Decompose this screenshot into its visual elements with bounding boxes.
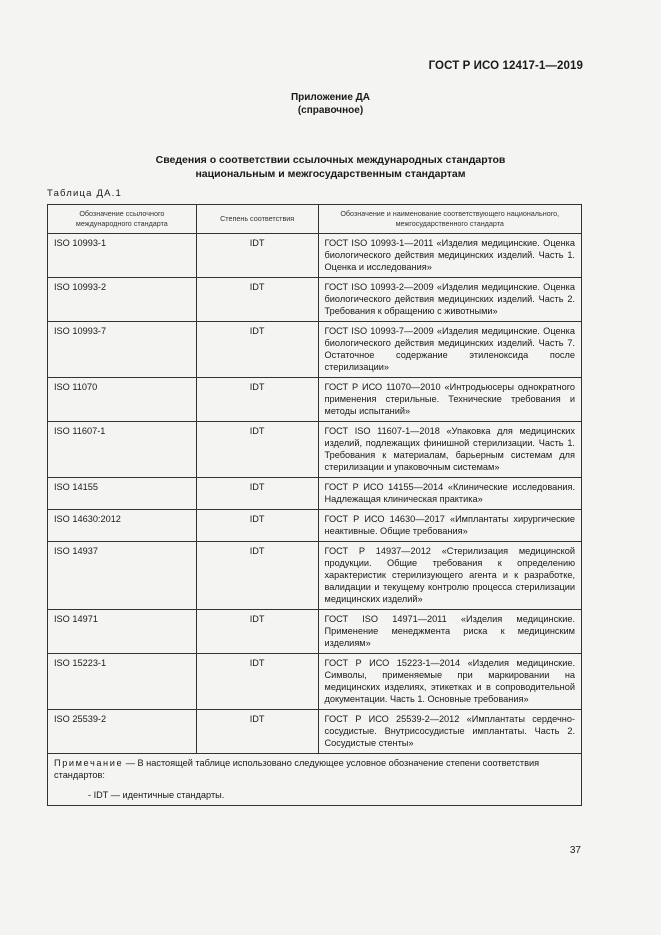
table-row — [48, 322, 582, 378]
note-text: — В настоящей таблице использовано следующее условное обозначение степени соответствия стандартов: — [54, 758, 540, 780]
note-item: - IDT — идентичные стандарты. — [88, 790, 225, 800]
table-row — [48, 422, 582, 478]
cell-degree: IDT — [196, 542, 318, 610]
cell-standard: ISO 11070 — [48, 378, 197, 422]
column-header-description: Обозначение и наименование соответствующего национального, межгосударственного стандарта — [318, 205, 581, 234]
section-title-line-1: Сведения о соответствии ссылочных международных стандартов — [155, 154, 506, 166]
cell-standard: ISO 15223-1 — [48, 654, 197, 710]
cell-description: ГОСТ ISO 10993-7—2009 «Изделия медицинские. Оценка биологического действия медицинских изделий. Часть 7. Остаточное содержание этиленоксида после стерилизации» — [318, 322, 581, 378]
column-header-degree: Степень соответствия — [196, 205, 318, 234]
note-paragraph — [54, 757, 575, 781]
cell-degree: IDT — [196, 710, 318, 754]
table-row — [48, 654, 582, 710]
table-header-row — [48, 205, 582, 234]
table-row — [48, 278, 582, 322]
cell-degree: IDT — [196, 278, 318, 322]
cell-degree: IDT — [196, 610, 318, 654]
table-row — [48, 710, 582, 754]
table-row — [48, 510, 582, 542]
document-code: ГОСТ Р ИСО 12417-1—2019 — [428, 60, 583, 72]
cell-description: ГОСТ ISO 14971—2011 «Изделия медицинские. Применение менеджмента риска к медицинским изделиям» — [318, 610, 581, 654]
cell-description: ГОСТ ISO 10993-2—2009 «Изделия медицинские. Оценка биологического действия медицинских изделий. Часть 2. Требования к обращению с животными» — [318, 278, 581, 322]
table-label: Таблица ДА.1 — [47, 188, 122, 199]
table-note-row — [48, 754, 582, 806]
section-title-line-2: национальным и межгосударственным стандартам — [195, 168, 466, 180]
table-note — [48, 754, 582, 806]
section-title — [0, 153, 661, 181]
table-body — [48, 234, 582, 806]
cell-degree: IDT — [196, 654, 318, 710]
page-number: 37 — [569, 845, 581, 856]
cell-description: ГОСТ Р 14937—2012 «Стерилизация медицинской продукции. Общие требования к определению характеристик стерилизующего агента и к разработке, валидации и текущему контролю процесса стерилизации медицинских изделий» — [318, 542, 581, 610]
cell-description: ГОСТ Р ИСО 14630—2017 «Имплантаты хирургические неактивные. Общие требования» — [318, 510, 581, 542]
cell-description: ГОСТ Р ИСО 11070—2010 «Интродьюсеры однократного применения стерильные. Технические требования и методы испытаний» — [318, 378, 581, 422]
cell-standard: ISO 11607-1 — [48, 422, 197, 478]
cell-degree: IDT — [196, 422, 318, 478]
cell-degree: IDT — [196, 378, 318, 422]
cell-standard: ISO 10993-2 — [48, 278, 197, 322]
cell-standard: ISO 14937 — [48, 542, 197, 610]
cell-description: ГОСТ ISO 11607-1—2018 «Упаковка для медицинских изделий, подлежащих финишной стерилизации. Часть 1. Требования к материалам, барьерным системам для стерилизации и упаковочным системам» — [318, 422, 581, 478]
cell-description: ГОСТ Р ИСО 25539-2—2012 «Имплантаты сердечно-сосудистые. Внутрисосудистые имплантаты. Часть 2. Сосудистые стенты» — [318, 710, 581, 754]
cell-standard: ISO 25539-2 — [48, 710, 197, 754]
cell-description: ГОСТ Р ИСО 14155—2014 «Клинические исследования. Надлежащая клиническая практика» — [318, 478, 581, 510]
cell-degree: IDT — [196, 510, 318, 542]
cell-standard: ISO 10993-1 — [48, 234, 197, 278]
cell-description: ГОСТ ISO 10993-1—2011 «Изделия медицинские. Оценка биологического действия медицинских изделий. Часть 1. Оценка и исследования» — [318, 234, 581, 278]
note-label: Примечание — [54, 758, 124, 768]
table-row — [48, 234, 582, 278]
cell-degree: IDT — [196, 478, 318, 510]
table-row — [48, 378, 582, 422]
cell-standard: ISO 14155 — [48, 478, 197, 510]
cell-degree: IDT — [196, 322, 318, 378]
appendix-heading — [0, 91, 661, 117]
cell-standard: ISO 14971 — [48, 610, 197, 654]
appendix-subtitle: (справочное) — [297, 105, 364, 116]
cell-standard: ISO 10993-7 — [48, 322, 197, 378]
standards-table — [47, 204, 582, 806]
table-row — [48, 478, 582, 510]
cell-degree: IDT — [196, 234, 318, 278]
cell-standard: ISO 14630:2012 — [48, 510, 197, 542]
table-row — [48, 542, 582, 610]
cell-description: ГОСТ Р ИСО 15223-1—2014 «Изделия медицинские. Символы, применяемые при маркировании на медицинских изделиях, этикетках и в сопроводительной документации. Часть 1. Основные требования» — [318, 654, 581, 710]
table-row — [48, 610, 582, 654]
appendix-title: Приложение ДА — [290, 92, 371, 103]
column-header-standard: Обозначение ссылочного международного стандарта — [48, 205, 197, 234]
